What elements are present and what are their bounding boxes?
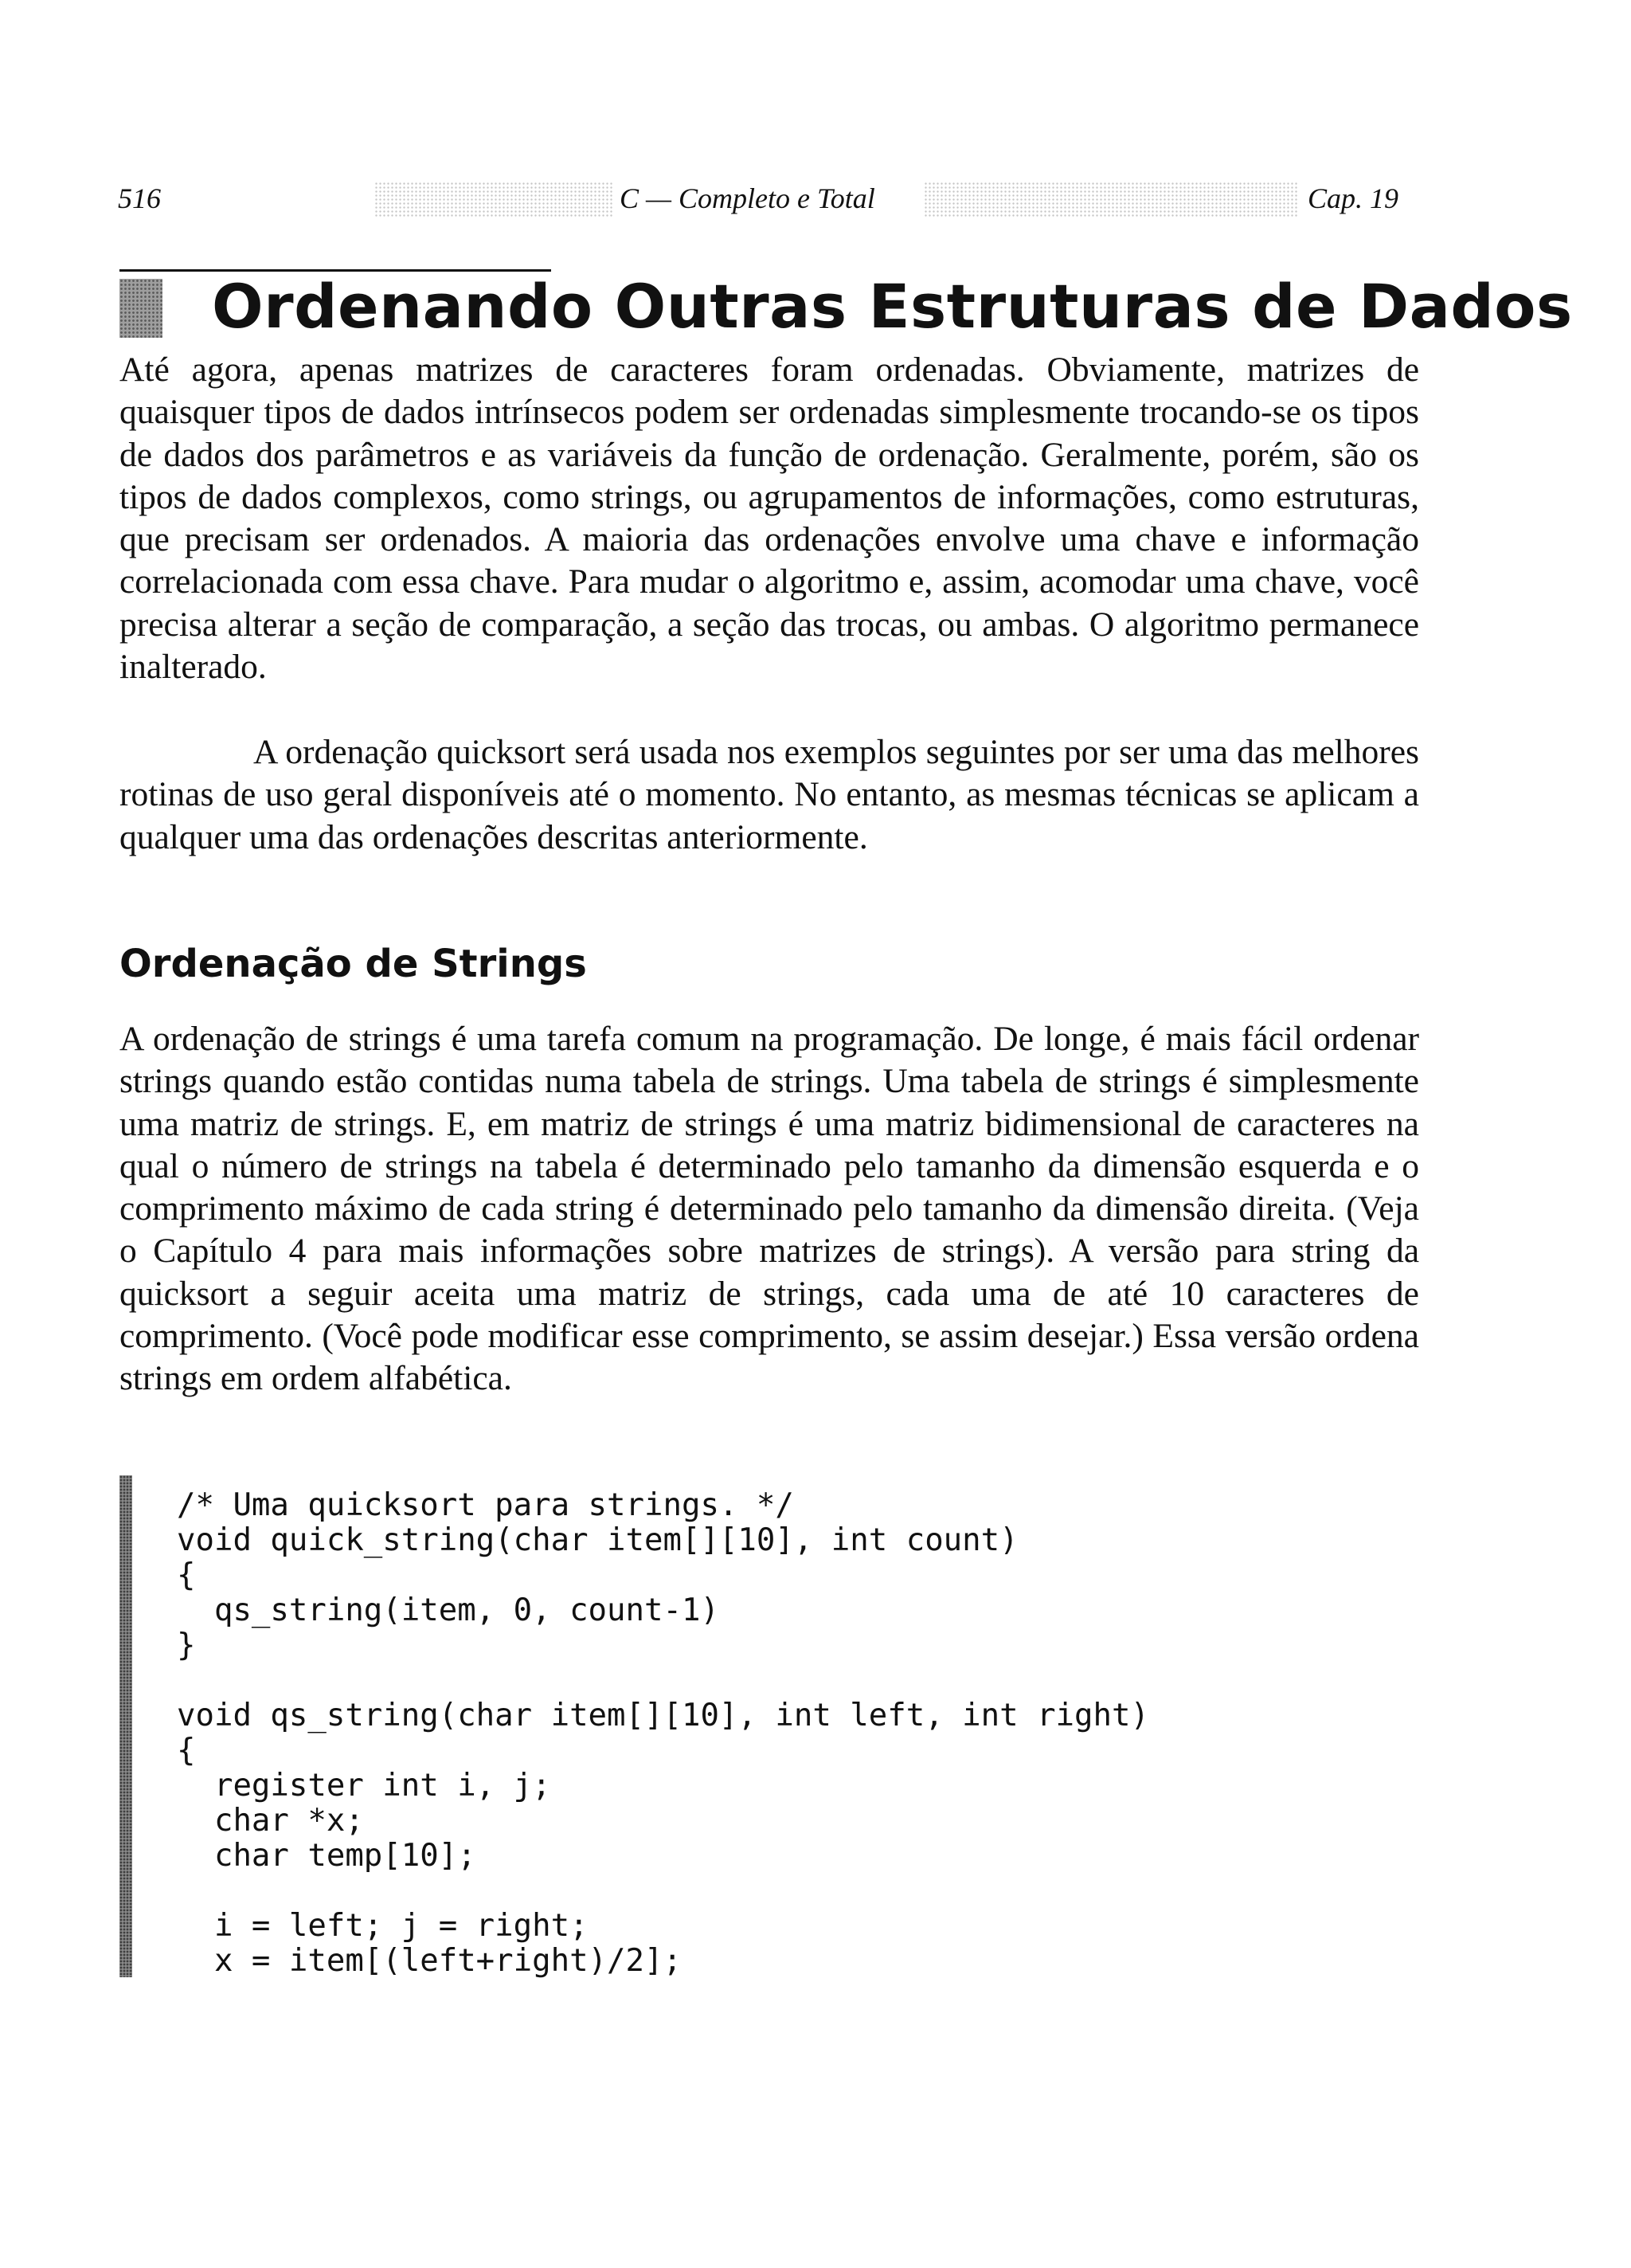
code-line: char *x; <box>177 1803 364 1839</box>
code-line: { <box>177 1733 196 1769</box>
header-texture <box>924 182 1298 218</box>
code-listing <box>177 1488 1149 1979</box>
code-line <box>177 1663 1149 1698</box>
code-line: /* Uma quicksort para strings. */ <box>177 1487 794 1523</box>
code-line: char temp[10]; <box>177 1838 476 1874</box>
code-marker-bar <box>119 1475 132 1977</box>
subsection-paragraph: A ordenação de strings é uma tarefa comum na programação. De longe, é mais fácil ordenar strings quando estão contidas numa tabela de strings. Uma tabela de strings é simplesmente uma matriz de strings. E, em matriz de strings é uma matriz bidimensional de caracteres na qual o número de strings na tabela é determinado pelo tamanho da dimensão esquerda e o comprimento máximo de cada string é determinado pelo tamanho da dimensão direita. (Veja o Capítulo 4 para mais informações sobre matrizes de strings). A versão para string da quicksort a seguir aceita uma matriz de strings, cada uma de até 10 caracteres de comprimento. (Você pode modificar esse comprimento, se assim desejar.) Essa versão ordena strings em ordem alfabética. <box>119 1020 1419 1398</box>
code-line: { <box>177 1557 196 1593</box>
code-line: qs_string(item, 0, count-1) <box>177 1592 719 1628</box>
section-title: Ordenando Outras Estruturas de Dados <box>212 271 1573 342</box>
paragraph-2: A ordenação quicksort será usada nos exemplos seguintes por ser uma das melhores rotinas de uso geral disponíveis até o momento. No entanto, as mesmas técnicas se aplicam a qualquer uma das ordenações descritas anteriormente. <box>119 733 1419 856</box>
code-line <box>177 1874 1149 1909</box>
subsection-title: Ordenação de Strings <box>119 942 587 986</box>
section-marker <box>119 279 162 338</box>
code-line: register int i, j; <box>177 1768 551 1804</box>
book-title: C — Completo e Total <box>620 182 875 214</box>
page-number: 516 <box>118 182 161 214</box>
code-line: void quick_string(char item[][10], int count) <box>177 1522 1019 1558</box>
code-line: void qs_string(char item[][10], int left, int right) <box>177 1698 1149 1733</box>
code-line: x = item[(left+right)/2]; <box>177 1943 682 1979</box>
code-line: } <box>177 1628 196 1663</box>
running-header <box>0 182 1631 229</box>
paragraph-1: Até agora, apenas matrizes de caracteres foram ordenadas. Obviamente, matrizes de quaisquer tipos de dados intrínsecos podem ser ordenadas simplesmente trocando-se os tipos de dados dos parâmetros e as variáveis da função de ordenação. Geralmente, porém, são os tipos de dados complexos, como strings, ou agrupamentos de informações, como estruturas, que precisam ser ordenados. A maioria das ordenações envolve uma chave e informação correlacionada com essa chave. Para mudar o algoritmo e, assim, acomodar uma chave, você precisa alterar a seção de comparação, a seção das trocas, ou ambas. O algoritmo permanece inalterado. <box>119 351 1419 687</box>
chapter-label: Cap. 19 <box>1308 182 1399 214</box>
header-texture <box>374 182 613 218</box>
code-line: i = left; j = right; <box>177 1908 589 1944</box>
